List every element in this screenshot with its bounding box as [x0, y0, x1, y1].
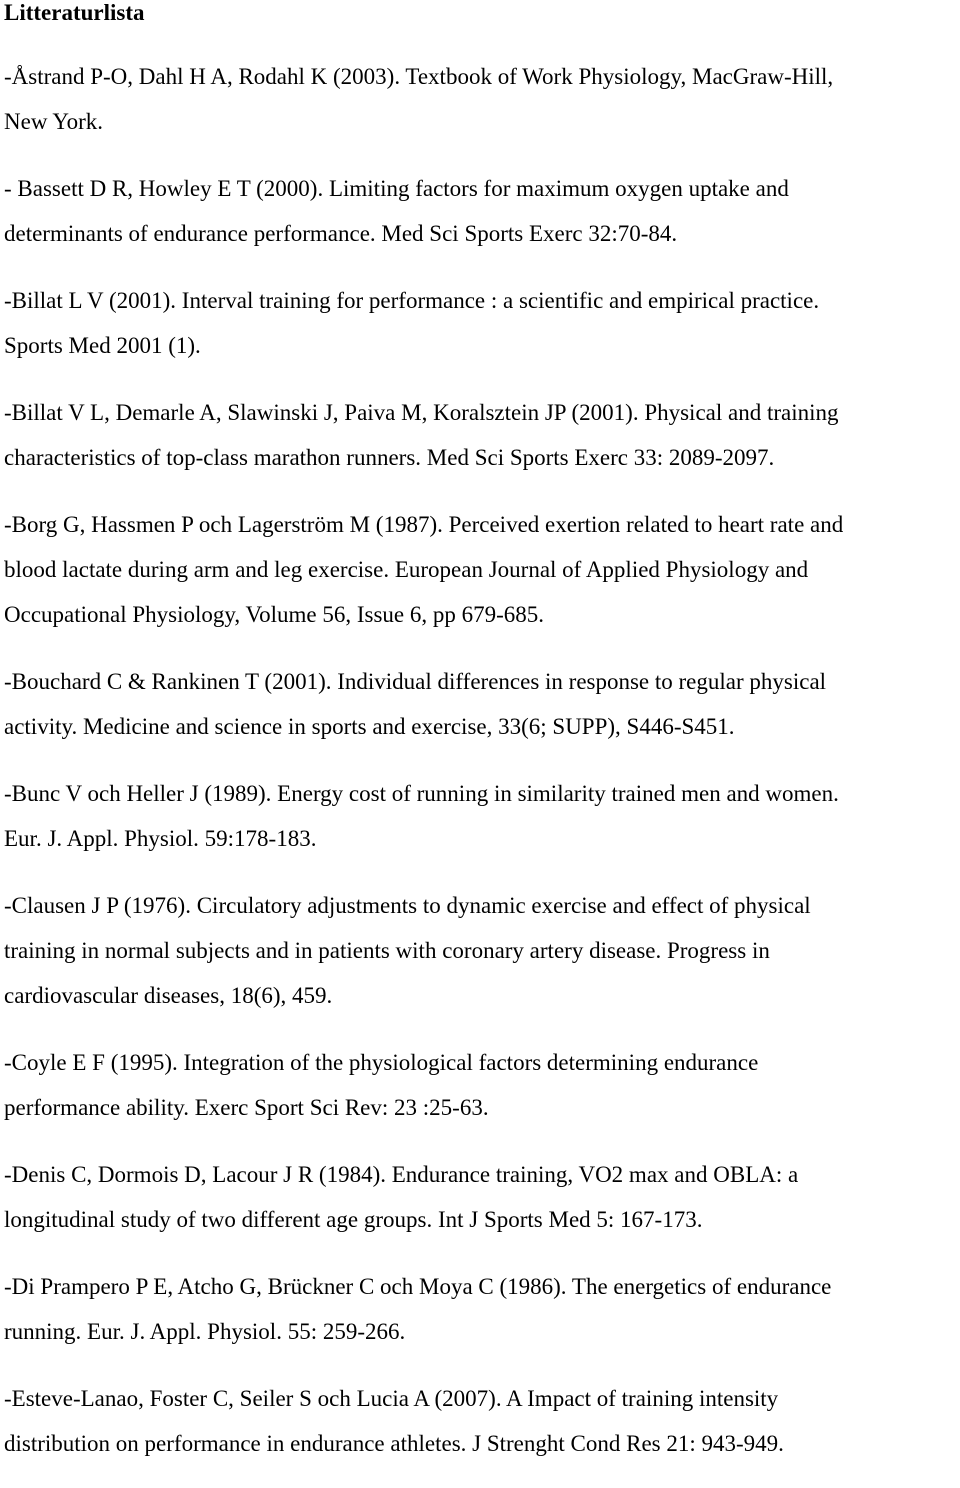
reference-line: -Bouchard C & Rankinen T (2001). Individual differences in response to regular physical	[4, 669, 827, 694]
reference-line: activity. Medicine and science in sports and exercise, 33(6; SUPP), S446-S451.	[4, 714, 735, 739]
reference-line: determinants of endurance performance. Med Sci Sports Exerc 32:70-84.	[4, 221, 678, 246]
reference-line: cardiovascular diseases, 18(6), 459.	[4, 983, 333, 1008]
reference-item	[4, 1152, 956, 1242]
reference-line: distribution on performance in endurance athletes. J Strenght Cond Res 21: 943-949.	[4, 1431, 784, 1456]
reference-line: longitudinal study of two different age groups. Int J Sports Med 5: 167-173.	[4, 1207, 703, 1232]
reference-item	[4, 502, 956, 637]
reference-line: -Clausen J P (1976). Circulatory adjustments to dynamic exercise and effect of physical	[4, 893, 811, 918]
reference-list	[4, 54, 956, 1488]
reference-line: New York.	[4, 109, 104, 134]
reference-line: -Billat L V (2001). Interval training for performance : a scientific and empirical practice.	[4, 288, 820, 313]
reference-line: - Bassett D R, Howley E T (2000). Limiting factors for maximum oxygen uptake and	[4, 176, 789, 201]
page-title: Litteraturlista	[4, 0, 145, 25]
reference-item	[4, 1264, 956, 1354]
reference-line: characteristics of top-class marathon runners. Med Sci Sports Exerc 33: 2089-2097.	[4, 445, 775, 470]
reference-line: performance ability. Exerc Sport Sci Rev: 23 :25-63.	[4, 1095, 489, 1120]
reference-line: -Bunc V och Heller J (1989). Energy cost of running in similarity trained men and women.	[4, 781, 839, 806]
reference-line: Sports Med 2001 (1).	[4, 333, 201, 358]
reference-line: -Esteve-Lanao, Foster C, Seiler S och Lucia A (2007). A Impact of training intensity	[4, 1386, 779, 1411]
reference-item	[4, 390, 956, 480]
reference-line: -Coyle E F (1995). Integration of the physiological factors determining endurance	[4, 1050, 759, 1075]
reference-item	[4, 1376, 956, 1466]
reference-line: -Denis C, Dormois D, Lacour J R (1984). Endurance training, VO2 max and OBLA: a	[4, 1162, 799, 1187]
reference-line: Occupational Physiology, Volume 56, Issue 6, pp 679-685.	[4, 602, 545, 627]
reference-line: -Borg G, Hassmen P och Lagerström M (1987). Perceived exertion related to heart rate and	[4, 512, 844, 537]
reference-line: running. Eur. J. Appl. Physiol. 55: 259-266.	[4, 1319, 406, 1344]
reference-line: -Di Prampero P E, Atcho G, Brückner C och Moya C (1986). The energetics of endurance	[4, 1274, 832, 1299]
reference-line: -Åstrand P-O, Dahl H A, Rodahl K (2003). Textbook of Work Physiology, MacGraw-Hill,	[4, 64, 834, 89]
reference-item	[4, 54, 956, 144]
reference-item	[4, 1040, 956, 1130]
reference-item	[4, 883, 956, 1018]
reference-line: -Billat V L, Demarle A, Slawinski J, Paiva M, Koralsztein JP (2001). Physical and training	[4, 400, 839, 425]
reference-item	[4, 659, 956, 749]
reference-line: blood lactate during arm and leg exercise. European Journal of Applied Physiology and	[4, 557, 809, 582]
reference-item	[4, 771, 956, 861]
reference-line: Eur. J. Appl. Physiol. 59:178-183.	[4, 826, 317, 851]
reference-item	[4, 166, 956, 256]
reference-item	[4, 278, 956, 368]
reference-line: training in normal subjects and in patients with coronary artery disease. Progress in	[4, 938, 770, 963]
